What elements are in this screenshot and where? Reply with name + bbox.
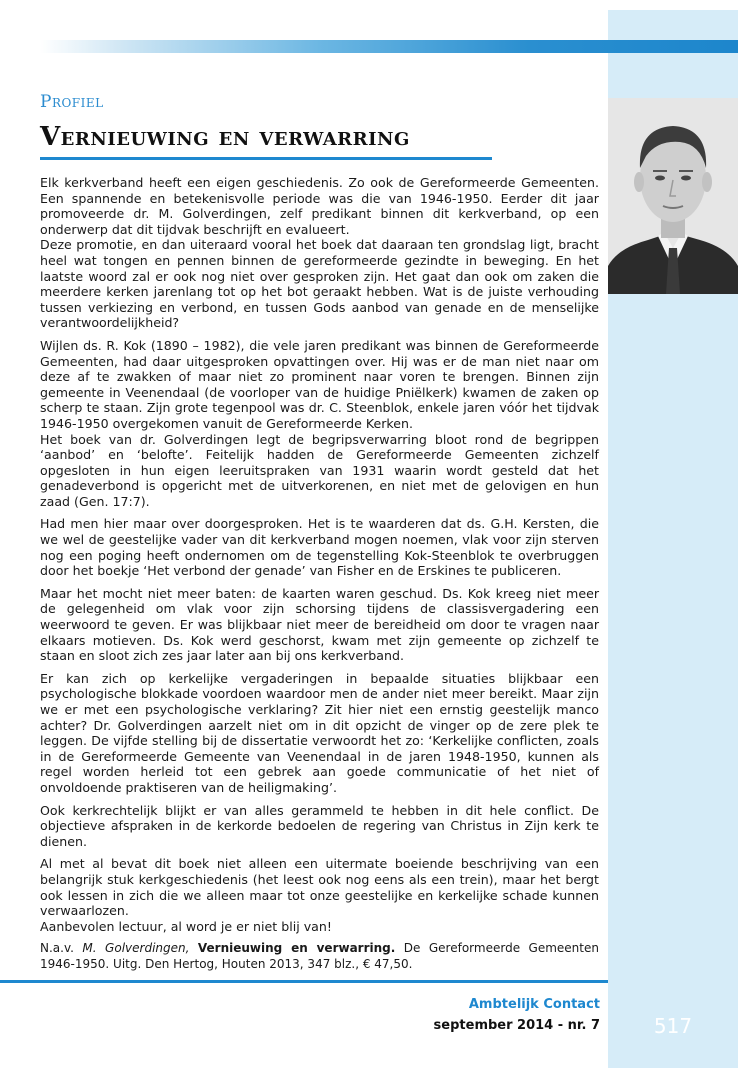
title-underline: [40, 157, 492, 160]
paragraph-text: Het boek van dr. Golverdingen legt de begripsverwarring bloot rond de begrippen ‘aanbod’ en ‘belofte’. Feitelijk hadden de Gereformeerde Gemeenten zichzelf opgesloten in hun eigen leeruitspraken van 1931 waarin wordt gesteld dat het genadeverbond is opgericht met de uitverkorenen, en niet met de gelovigen en hun zaad (Gen. 17:7).: [40, 431, 599, 509]
paragraph-text: Maar het mocht niet meer baten: de kaarten waren geschud. Ds. Kok kreeg niet meer de gelegenheid om vlak voor zijn schorsing tijdens de classisvergadering een weerwoord te geven. Er was blijkbaar niet meer de bereidheid om door te vragen naar elkaars motieven. Ds. Kok werd geschorst, kwam met zijn gemeente op zichzelf te staan en sloot zich zes jaar later aan bij ons kerkverband.: [40, 585, 599, 664]
article-paragraph: [40, 586, 599, 664]
article-title: Vernieuwing en verwarring: [40, 122, 410, 152]
article-paragraph: [40, 237, 599, 331]
paragraph-text: Wijlen ds. R. Kok (1890 – 1982), die vele jaren predikant was binnen de Gereformeerde Gemeenten, had daar uitgesproken opvattingen over. Hij was er de man niet naar om deze af te zwakken of maar niet zo prominent naar voren te brengen. Binnen zijn gemeente in Veenendaal (de voorloper van de huidige Pniëlkerk) kwamen de zaken op scherp te staan. Zijn grote tegenpool was dr. C. Steenblok, enkele jaren vóór het tijdvak 1946-1950 overgekomen vanuit de Gereformeerde Kerken.: [40, 337, 599, 431]
paragraph-text: Er kan zich op kerkelijke vergaderingen in bepaalde situaties blijkbaar een psychologische blokkade voordoen waardoor men de ander niet meer bereikt. Maar zijn we er met een psychologische verklaring? Zit hier niet een ernstig geestelijk manco achter? Dr. Golverdingen aarzelt niet om in dit opzicht de vinger op de zere plek te leggen. De vijfde stelling bij de dissertatie verwoordt het zo: ‘Kerkelijke conflicten, zoals in de Gereformeerde Gemeente van Veenendaal in de jaren 1948-1950, kunnen als regel worden herleid tot een gebrek aan goede communicatie of het niet of onvoldoende praktiseren van de heiligmaking’.: [40, 670, 599, 795]
article-paragraph: [40, 432, 599, 510]
article-paragraph: [40, 919, 599, 935]
paragraph-text: Aanbevolen lectuur, al word je er niet blij van!: [40, 918, 332, 934]
issue-info: september 2014 - nr. 7: [433, 1018, 600, 1033]
citation-author: M. Golverdingen,: [82, 941, 190, 956]
citation-prefix: N.a.v.: [40, 941, 74, 956]
article-paragraph: [40, 175, 599, 237]
paragraph-text: Al met al bevat dit boek niet alleen een uitermate boeiende beschrijving van een belangrijk stuk kerkgeschiedenis (het leest ook nog eens als een trein), maar het bergt ook lessen in zich die we alleen maar tot onze geestelijke en kerkelijke schade kunnen verwaarlozen.: [40, 856, 599, 919]
article-paragraph: [40, 803, 599, 850]
author-portrait: [608, 98, 738, 294]
article-paragraph: [40, 856, 599, 918]
paragraph-text: Elk kerkverband heeft een eigen geschiedenis. Zo ook de Gereformeerde Gemeenten. Een spannende en betekenisvolle periode was die van 1946-1950. Eerder dit jaar promoveerde dr. M. Golverdingen, zelf predikant binnen dit kerkverband, op een onderwerp dat dit tijdvak beschrijft en evalueert.: [40, 175, 599, 237]
article-paragraph: [40, 338, 599, 432]
article-paragraph: [40, 671, 599, 796]
section-label: Profiel: [40, 92, 104, 112]
magazine-name: Ambtelijk Contact: [468, 997, 600, 1012]
header-gradient-strip: [40, 40, 738, 53]
footer-rule: [0, 980, 608, 983]
paragraph-text: Ook kerkrechtelijk blijkt er van alles gerammeld te hebben in dit hele conflict. De objectieve afspraken in de kerkorde bedoelen de regering van Christus in Zijn kerk te dienen.: [40, 802, 599, 849]
paragraph-text: Deze promotie, en dan uiteraard vooral het boek dat daaraan ten grondslag ligt, bracht heel wat tongen en pennen binnen de gereformeerde gezindte in beweging. En het laatste woord zal er ook nog niet over gesproken zijn. Het gaat dan ook om zaken die meerdere kerken jarenlang tot op het bot geraakt hebben. Wat is de juiste verhouding tussen verkiezing en verbond, en tussen Gods aanbod van genade en de menselijke verantwoordelijkheid?: [40, 237, 599, 331]
article-body: [40, 175, 599, 980]
book-citation: [40, 941, 599, 972]
article-paragraph: [40, 516, 599, 578]
page-number: 517: [653, 1014, 693, 1038]
citation-book-title: Vernieuwing en verwarring.: [197, 941, 396, 956]
citation-details: De Gereformeerde Gemeenten 1946-1950. Uitg. Den Hertog, Houten 2013, 347 blz., € 47,50.: [40, 941, 599, 971]
paragraph-text: Had men hier maar over doorgesproken. Het is te waarderen dat ds. G.H. Kersten, die we wel de geestelijke vader van dit kerkverband mogen noemen, vlak voor zijn sterven nog een poging heeft ondernomen om de tegenstelling Kok-Steenblok te overbruggen door het boekje ‘Het verbond der genade’ van Fisher en de Erskines te publiceren.: [40, 516, 599, 579]
